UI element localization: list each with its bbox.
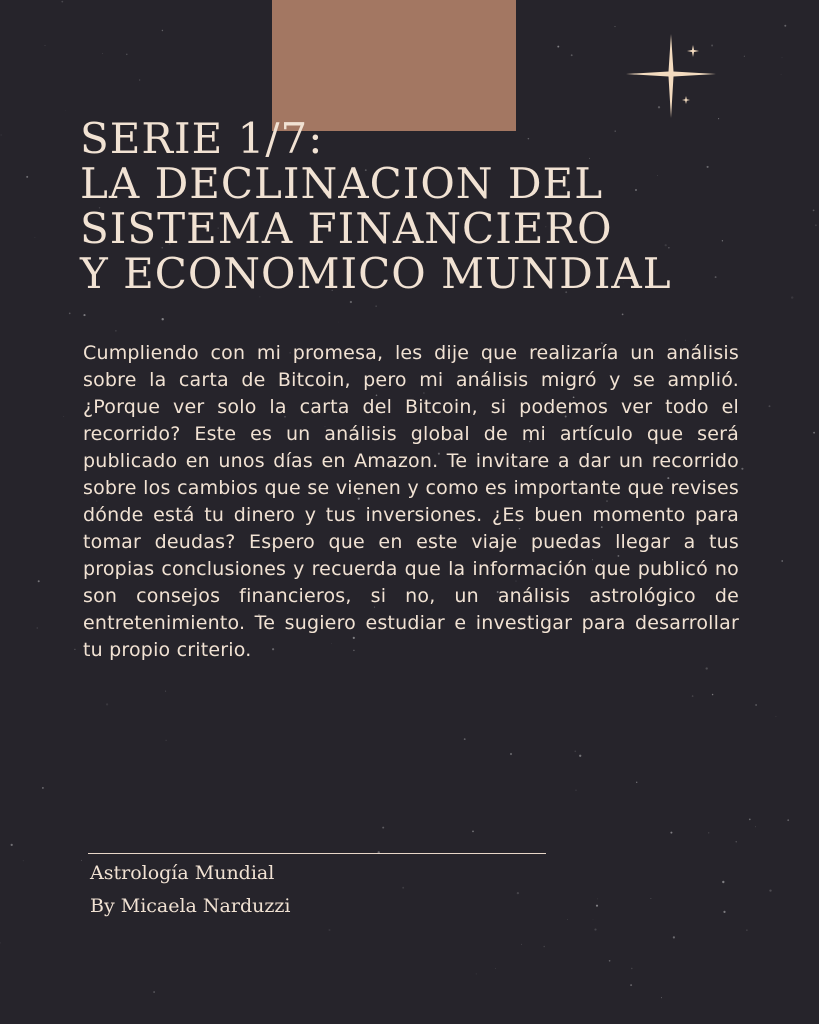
- background-star: [708, 832, 709, 833]
- background-star: [464, 738, 466, 740]
- background-star: [781, 560, 783, 562]
- background-star: [65, 110, 66, 111]
- background-star: [162, 318, 164, 320]
- background-star: [106, 703, 108, 705]
- background-star: [45, 45, 46, 46]
- background-star: [38, 580, 40, 582]
- title-line: SISTEMA FINANCIERO: [80, 204, 613, 253]
- background-star: [579, 755, 581, 757]
- background-star: [328, 929, 330, 931]
- background-star: [472, 831, 474, 833]
- main-star-shape: [626, 34, 716, 118]
- background-star: [557, 46, 559, 48]
- credits-author: By Micaela Narduzzi: [90, 895, 291, 917]
- background-star: [37, 628, 38, 629]
- background-star: [706, 667, 708, 669]
- background-star: [74, 649, 75, 650]
- background-star: [622, 314, 624, 316]
- background-star: [338, 322, 339, 323]
- credits-series-name: Astrología Mundial: [90, 862, 275, 884]
- background-star: [596, 905, 598, 907]
- background-star: [769, 889, 771, 891]
- background-star: [593, 919, 594, 920]
- small-star-shape: [687, 45, 699, 57]
- background-star: [594, 929, 596, 931]
- background-star: [787, 819, 789, 821]
- background-star: [382, 827, 384, 829]
- background-star: [63, 416, 64, 417]
- background-star: [476, 973, 477, 974]
- background-star: [162, 30, 163, 31]
- background-star: [631, 968, 632, 969]
- background-star: [571, 54, 573, 56]
- background-star: [661, 997, 662, 998]
- background-star: [153, 991, 155, 993]
- background-star: [11, 844, 13, 846]
- background-star: [614, 26, 615, 27]
- background-star: [166, 740, 167, 741]
- title-line: LA DECLINACION DEL: [80, 159, 604, 208]
- background-star: [723, 911, 725, 913]
- background-star: [782, 57, 783, 58]
- background-star: [769, 405, 771, 407]
- background-star: [636, 782, 637, 783]
- background-star: [722, 881, 724, 883]
- title-line: SERIE 1/7:: [80, 114, 324, 163]
- background-star: [630, 984, 632, 986]
- background-star: [741, 468, 743, 470]
- body-paragraph: Cumpliendo con mi promesa, les dije que realizaría un análisis sobre la carta de Bitcoin, pero mi análisis migró y se amplió. ¿Porque ver solo la carta del Bitcoin, si podemos ver todo el recorrido? Este es un análisis global de mi artículo que será publicado en unos días en Amazon. Te invitare a dar un recorrido sobre los cambios que se vienen y como es importante que revises dónde está tu dinero y tus inversiones. ¿Es buen momento para tomar deudas? Espero que en este viaje puedas llegar a tus propias conclusiones y recuerda que la información que publicó no son consejos financieros, si no, un análisis astrológico de entretenimiento. Te sugiero estudiar e investigar para desarrollar tu propio criterio.: [83, 342, 739, 661]
- background-star: [749, 819, 751, 821]
- background-star: [784, 25, 786, 27]
- background-star: [350, 301, 352, 303]
- background-star: [574, 750, 576, 752]
- background-star: [692, 695, 694, 697]
- background-star: [609, 960, 611, 962]
- background-star: [746, 929, 747, 930]
- background-star: [543, 946, 545, 948]
- background-star: [376, 306, 377, 307]
- page-title: [80, 116, 780, 296]
- background-star: [510, 753, 512, 755]
- background-star: [673, 936, 675, 938]
- background-star: [755, 704, 757, 706]
- background-star: [81, 860, 82, 861]
- credits-block: [90, 857, 290, 923]
- background-star: [670, 832, 672, 834]
- four-point-star-icon: [626, 34, 716, 118]
- background-star: [34, 237, 35, 238]
- background-star: [61, 1, 63, 3]
- background-star: [575, 790, 576, 791]
- background-star: [139, 79, 140, 80]
- accent-block: [272, 0, 516, 131]
- background-star: [597, 899, 598, 900]
- background-star: [755, 826, 756, 827]
- background-star: [781, 74, 782, 75]
- background-star: [69, 313, 71, 315]
- background-star: [0, 134, 1, 135]
- background-star: [402, 887, 404, 889]
- background-star: [815, 224, 817, 226]
- background-star: [126, 54, 127, 55]
- tiny-star-shape: [682, 96, 690, 104]
- background-star: [26, 176, 28, 178]
- background-star: [42, 787, 44, 789]
- background-star: [791, 296, 793, 298]
- background-star: [0, 942, 1, 943]
- background-star: [736, 841, 737, 842]
- background-star: [813, 210, 815, 212]
- background-star: [712, 694, 714, 696]
- background-star: [521, 944, 522, 945]
- background-star: [813, 432, 815, 434]
- background-star: [567, 919, 568, 920]
- background-star: [165, 691, 166, 692]
- background-star: [517, 892, 519, 894]
- background-star: [775, 716, 776, 717]
- background-star: [83, 314, 85, 316]
- background-star: [23, 860, 24, 861]
- background-star: [115, 330, 116, 331]
- background-star: [102, 53, 103, 54]
- title-line: Y ECONOMICO MUNDIAL: [80, 249, 672, 298]
- background-star: [744, 56, 745, 57]
- background-star: [495, 968, 496, 969]
- divider-line: [88, 853, 546, 854]
- background-star: [651, 898, 652, 899]
